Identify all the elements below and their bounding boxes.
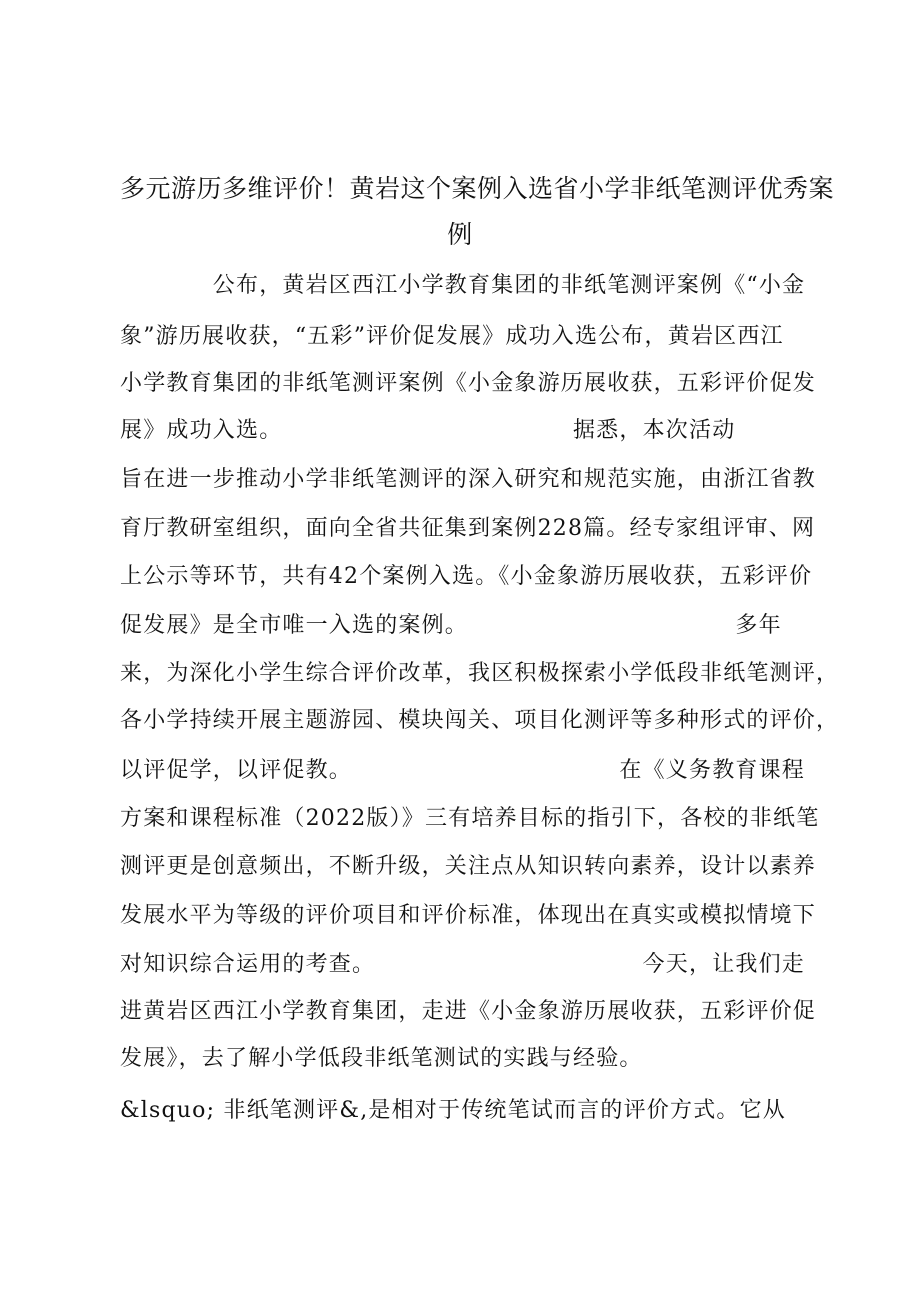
body-line: 上公示等环节，共有42个案例入选。《小金象游历展收获，五彩评价 xyxy=(120,564,813,589)
body-line: &lsquo; 非纸笔测评&,是相对于传统笔试而言的评价方式。它从 xyxy=(120,1098,786,1123)
body-line: 旨在进一步推动小学非纸笔测评的深入研究和规范实施，由浙江省教 xyxy=(120,467,817,492)
body-line: 象”游历展收获，“五彩”评价促发展》成功入选公布，黄岩区西江 xyxy=(120,324,784,349)
title-line-2: 例 xyxy=(447,220,473,249)
body-line: 发展》，去了解小学低段非纸笔测试的实践与经验。 xyxy=(120,1046,643,1071)
body-line: 方案和课程标准（2022版）》三有培养目标的指引下，各校的非纸笔 xyxy=(120,806,820,831)
body-line: 发展水平为等级的评价项目和评价标准，体现出在真实或模拟情境下 xyxy=(120,903,817,928)
document-title xyxy=(120,166,835,258)
body-line: 各小学持续开展主题游园、模块闯关、项目化测评等多种形式的评价， xyxy=(120,708,840,733)
body-line: 测评更是创意频出，不断升级，关注点从知识转向素养，设计以素养 xyxy=(120,854,817,879)
body-line: 对知识综合运用的考查。 今天，让我们走 xyxy=(120,952,806,977)
body-line: 展》成功入选。 据悉，本次活动 xyxy=(120,418,736,443)
body-line: 小学教育集团的非纸笔测评案例《小金象游历展收获，五彩评价促发 xyxy=(120,371,817,396)
body-line: 以评促学，以评促教。 在《义务教育课程 xyxy=(120,758,806,783)
body-line: 来，为深化小学生综合评价改革，我区积极探索小学低段非纸笔测评， xyxy=(120,661,840,686)
body-line: 公布，黄岩区西江小学教育集团的非纸笔测评案例《“小金 xyxy=(120,273,806,298)
title-line-1: 多元游历多维评价！黄岩这个案例入选省小学非纸笔测评优秀案 xyxy=(120,174,835,203)
body-line: 育厅教研室组织，面向全省共征集到案例228篇。经专家组评审、网 xyxy=(120,516,816,541)
body-line: 进黄岩区西江小学教育集团，走进《小金象游历展收获，五彩评价促 xyxy=(120,999,817,1024)
body-line: 促发展》是全市唯一入选的案例。 多年 xyxy=(120,613,782,638)
